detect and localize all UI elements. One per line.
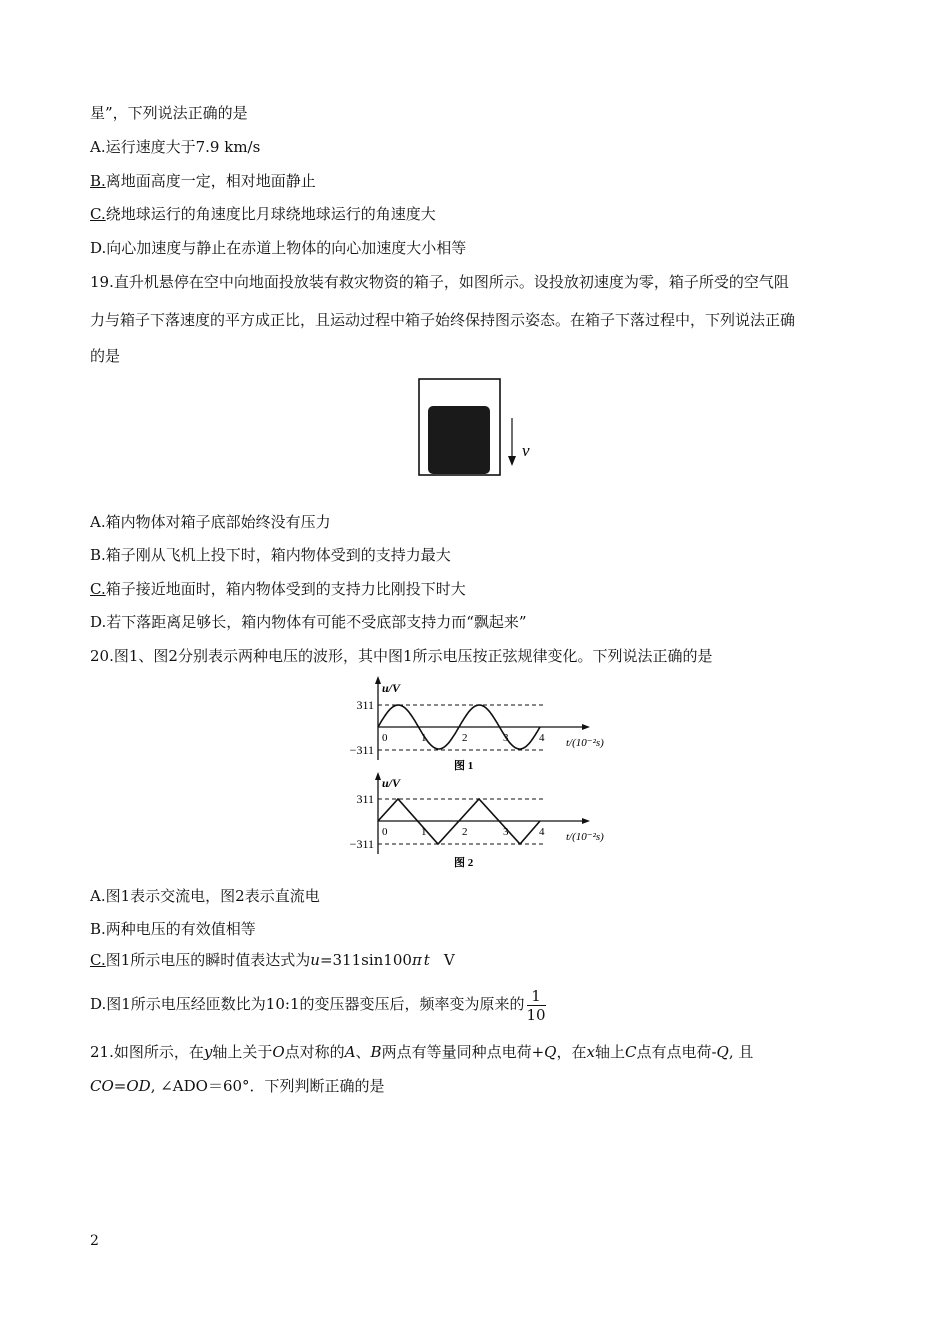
q20-option-c — [90, 950, 455, 970]
box-contents — [428, 406, 490, 474]
graph1-tick-0: 0 — [382, 732, 388, 744]
q21-text: , ∠ADO＝60°．下列判断正确的是 — [150, 1077, 385, 1095]
q20-option-c-letter: C. — [90, 951, 106, 969]
q19-stem-line2: 力与箱子下落速度的平方成正比，且运动过程中箱子始终保持图示姿态。在箱子下落过程中，下列说法正确 — [90, 311, 796, 329]
graph1-caption: 图 1 — [454, 760, 474, 772]
q21-var-co: CO — [90, 1077, 114, 1095]
q21-var-a: A — [344, 1043, 356, 1061]
q18-stem-end: 星”，下列说法正确的是 — [90, 104, 248, 122]
q20-option-c-pi: π — [411, 951, 422, 969]
q20-option-d-fraction — [527, 987, 546, 1024]
q21-text: 点对称的 — [284, 1043, 345, 1061]
q21-text: 轴上 — [594, 1043, 625, 1061]
graph2-y-label: u/V — [382, 776, 401, 790]
graph2-tick-4: 4 — [539, 826, 545, 838]
velocity-arrowhead — [508, 456, 516, 466]
graph1-tick-3: 3 — [503, 732, 509, 744]
q21-text: = — [113, 1077, 127, 1095]
q20-voltage-graphs — [330, 672, 630, 877]
q20-option-d-text: D.图1所示电压经匝数比为10:1的变压器变压后，频率变为原来的 — [90, 995, 525, 1013]
q19-option-c-letter: C. — [90, 580, 106, 598]
q19-stem-line3: 的是 — [90, 347, 121, 365]
q21-var-y: y — [203, 1043, 213, 1061]
q18-option-b — [90, 171, 316, 191]
q20-option-c-u: u — [310, 951, 320, 969]
q21-text: 、 — [355, 1043, 371, 1061]
q18-option-d: D.向心加速度与静止在赤道上物体的向心加速度大小相等 — [90, 239, 467, 257]
q20-option-d — [90, 985, 546, 1024]
graph2-tick-2: 2 — [462, 826, 468, 838]
q21-var-o: O — [272, 1043, 285, 1061]
graph1-x-arrow — [582, 724, 590, 730]
graph1-y-arrow — [375, 676, 381, 684]
graph1-y-max-label: 311 — [356, 698, 374, 712]
q21-var-c: C — [624, 1043, 637, 1061]
q20-option-b: B.两种电压的有效值相等 — [90, 920, 256, 938]
q19-option-b: B.箱子刚从飞机上投下时，箱内物体受到的支持力最大 — [90, 546, 451, 564]
q19-option-d: D.若下落距离足够长，箱内物体有可能不受底部支持力而“飘起来” — [90, 613, 527, 631]
q21-stem-line1 — [90, 1042, 753, 1062]
q21-text: ，在 — [556, 1043, 587, 1061]
graph1-tick-1: 1 — [421, 732, 427, 744]
q18-option-c-letter: C. — [90, 205, 106, 223]
graph2-x-arrow — [582, 818, 590, 824]
q21-text: 21.如图所示，在 — [90, 1043, 204, 1061]
q21-text: , 且 — [728, 1043, 754, 1061]
q21-var-x: x — [586, 1043, 595, 1061]
graph2-tick-3: 3 — [503, 826, 509, 838]
graph1-y-min-label: −311 — [349, 743, 374, 757]
graph2-x-label: t/(10⁻²s) — [566, 831, 604, 843]
velocity-label: v — [522, 441, 530, 460]
q19-stem-line1: 19.直升机悬停在空中向地面投放装有救灾物资的箱子，如图所示。设投放初速度为零，箱子所受的空气阻 — [90, 273, 789, 291]
page-number: 2 — [90, 1233, 99, 1249]
q21-text: 两点有等量同种点电荷+ — [381, 1043, 545, 1061]
fraction-denominator: 10 — [526, 1005, 546, 1024]
graph2 — [350, 772, 604, 869]
q21-var-q: Q — [716, 1043, 729, 1061]
graph1 — [350, 676, 604, 772]
q18-option-c — [90, 204, 436, 224]
graph2-tick-0: 0 — [382, 826, 388, 838]
q18-option-a: A.运行速度大于7.9 km/s — [90, 138, 261, 156]
q19-option-a: A.箱内物体对箱子底部始终没有压力 — [90, 513, 331, 531]
graph1-x-label: t/(10⁻²s) — [566, 737, 604, 749]
graph2-y-min-label: −311 — [349, 837, 374, 851]
graph2-y-arrow — [375, 772, 381, 780]
graph1-y-label: u/V — [382, 681, 401, 695]
q21-text: 点有点电荷- — [636, 1043, 717, 1061]
q18-option-c-text: 绕地球运行的角速度比月球绕地球运行的角速度大 — [105, 205, 436, 223]
q18-option-b-letter: B. — [90, 172, 106, 190]
q20-stem: 20.图1、图2分别表示两种电压的波形，其中图1所示电压按正弦规律变化。下列说法正确的是 — [90, 647, 713, 665]
graph2-tick-1: 1 — [421, 826, 427, 838]
q20-option-c-pre: 图1所示电压的瞬时值表达式为 — [105, 951, 311, 969]
graph2-y-max-label: 311 — [356, 792, 374, 806]
q20-option-c-unit: V — [443, 951, 455, 969]
q20-option-c-t: t — [423, 951, 430, 969]
q21-var-q: Q — [544, 1043, 557, 1061]
q20-option-c-mid: =311sin100 — [319, 951, 412, 969]
q21-text: 轴上关于 — [212, 1043, 273, 1061]
q21-var-b: B — [370, 1043, 382, 1061]
q19-option-c — [90, 579, 466, 599]
q20-option-a: A.图1表示交流电，图2表示直流电 — [90, 887, 320, 905]
graph1-tick-4: 4 — [539, 732, 545, 744]
graph2-caption: 图 2 — [454, 857, 474, 869]
q19-option-c-text: 箱子接近地面时，箱内物体受到的支持力比刚投下时大 — [105, 580, 466, 598]
fraction-numerator: 1 — [527, 987, 546, 1006]
q19-box-figure — [412, 376, 552, 478]
q21-var-od: OD — [126, 1077, 151, 1095]
graph1-tick-2: 2 — [462, 732, 468, 744]
q18-option-b-text: 离地面高度一定，相对地面静止 — [105, 172, 316, 190]
q21-stem-line2 — [90, 1076, 385, 1096]
